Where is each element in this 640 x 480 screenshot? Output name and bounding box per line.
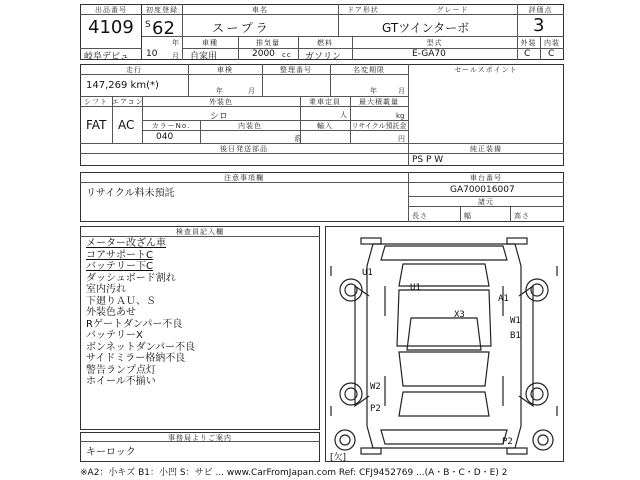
color: シロ [210,112,229,122]
damage-mark-w1: W1 [510,316,521,326]
recycle-label: リサイクル預託金 [351,122,407,130]
footer-text: ※A2：小キズ B1：小凹 S：サビ ... www.CarFromJapan.com Ref: CFJ9452769 ...(A・B・C・D・E) 2 [80,468,508,478]
reg-year: 62 [152,18,175,39]
displacement-unit: cc [282,51,292,59]
ac-label: エアコン [112,98,144,106]
remark-line: バッテリーX [86,330,143,341]
damage-mark-b1: B1 [510,331,521,341]
mileage: 147,269 km(*) [86,80,159,91]
usage-label: 車種 [202,39,218,47]
remark-line: 警告ランプ点灯 [86,364,156,376]
remark-line: 室内汚れ [86,284,126,295]
model-label: 型式 [426,39,443,47]
color-no: 040 [156,132,174,142]
shift-label: シフト [84,98,108,106]
inspection-label: 車検 [217,66,233,74]
damage-mark-p2-left: P2 [370,404,381,414]
height-label: 高さ [514,212,530,220]
office-note: キーロック [86,447,136,458]
office-label: 事務局よりご案内 [168,434,232,442]
length-label: 長さ [412,212,428,220]
era-prefix: S [145,20,151,30]
displacement: 2000 [252,49,275,59]
car-diagram [325,226,564,462]
interior-color-label: 内装色 [238,122,262,130]
color-label: 外装色 [209,98,233,106]
venue: 岐阜デビュ [84,52,130,62]
year-unit: 年 [172,39,180,47]
max-load-label: 最大積載量 [359,98,399,106]
remark-line: バッテリー下C [86,261,153,272]
damage-mark-w2: W2 [370,382,381,392]
capacity-unit: 人 [340,111,348,119]
model-code: E-GA70 [412,49,446,59]
chassis-label: 車台番号 [470,174,502,182]
month-unit: 月 [172,52,180,60]
remark-line: サイドミラー格納不良 [86,353,186,364]
interior-label: 内装 [544,39,560,47]
chassis-number: GA700016007 [450,185,515,195]
grade-label: グレード [436,6,469,14]
capacity-label: 乗車定員 [309,98,341,106]
color-no-label: カラーNo. [151,122,191,130]
import-label: 輸入 [317,122,333,130]
shift: FAT [86,118,107,132]
equipment-label: 純正装備 [470,145,502,153]
fuel: ガソリン [305,52,342,62]
damage-mark-p2-rear: P2 [502,437,513,447]
damage-mark-u1-hood: U1 [410,283,421,293]
car-name-label: 車名 [252,6,268,14]
lot-label: 出品番号 [95,6,127,14]
inspection-month-unit: 月 [248,87,256,95]
damage-mark-a1: A1 [498,294,509,304]
grade: GTツインターボ [382,21,470,35]
recycle-unit: 円 [398,135,406,143]
fuel-label: 燃料 [317,39,333,47]
notes-label: 注意事項欄 [224,174,264,182]
name-change-year-unit: 年 [370,87,378,95]
ac: AC [118,118,135,132]
remark-line: ダッシュボード割れ [86,272,176,284]
max-load-unit: kg [396,112,405,120]
remark-line: メーター改ざん車 [86,238,166,249]
remark-line: コアサポートC [86,249,153,261]
door-label: ドア形状 [347,6,379,14]
inspection-year-unit: 年 [216,87,224,95]
remark-line: Rゲートダンパー不良 [86,318,183,330]
dimensions-label: 諸元 [478,198,494,206]
width-label: 幅 [464,212,472,220]
damage-mark-u1-left: U1 [362,268,373,278]
name-change-label: 名変期限 [353,66,385,74]
aftermarket-unit: 系 [294,135,302,143]
mileage-label: 走行 [126,66,142,74]
score-label: 評価点 [528,6,553,14]
name-change-month-unit: 月 [398,87,406,95]
interior-grade: C [548,49,555,59]
remark-line: ボンネットダンパー不良 [86,341,196,353]
aftermarket-label: 後日発送部品 [220,145,268,153]
car-name: スープラ [212,21,271,35]
lot-number: 4109 [88,17,134,38]
usage: 自家用 [190,52,218,62]
remark-line: 外装色あせ [86,307,136,318]
exterior-label: 外装 [520,39,537,47]
equipment: PS P W [412,155,444,165]
reg-month: 10 [146,49,158,59]
stock-label: 整理番号 [280,66,312,74]
notes: リサイクル料未預託 [86,188,175,199]
damage-mark-x3: X3 [454,310,465,320]
score: 3 [533,15,545,36]
exterior-grade: C [524,49,531,59]
reg-label: 初度登録 [146,6,178,14]
missing-label: [欠] [330,453,347,463]
sales-point-label: セールスポイント [454,66,518,74]
displacement-label: 排気量 [256,39,280,47]
remark-line: ホイール不揃い [86,376,156,387]
inspector-label: 検査員記入欄 [176,228,224,236]
remark-line: 下廻りＡＵ、Ｓ [86,295,156,307]
